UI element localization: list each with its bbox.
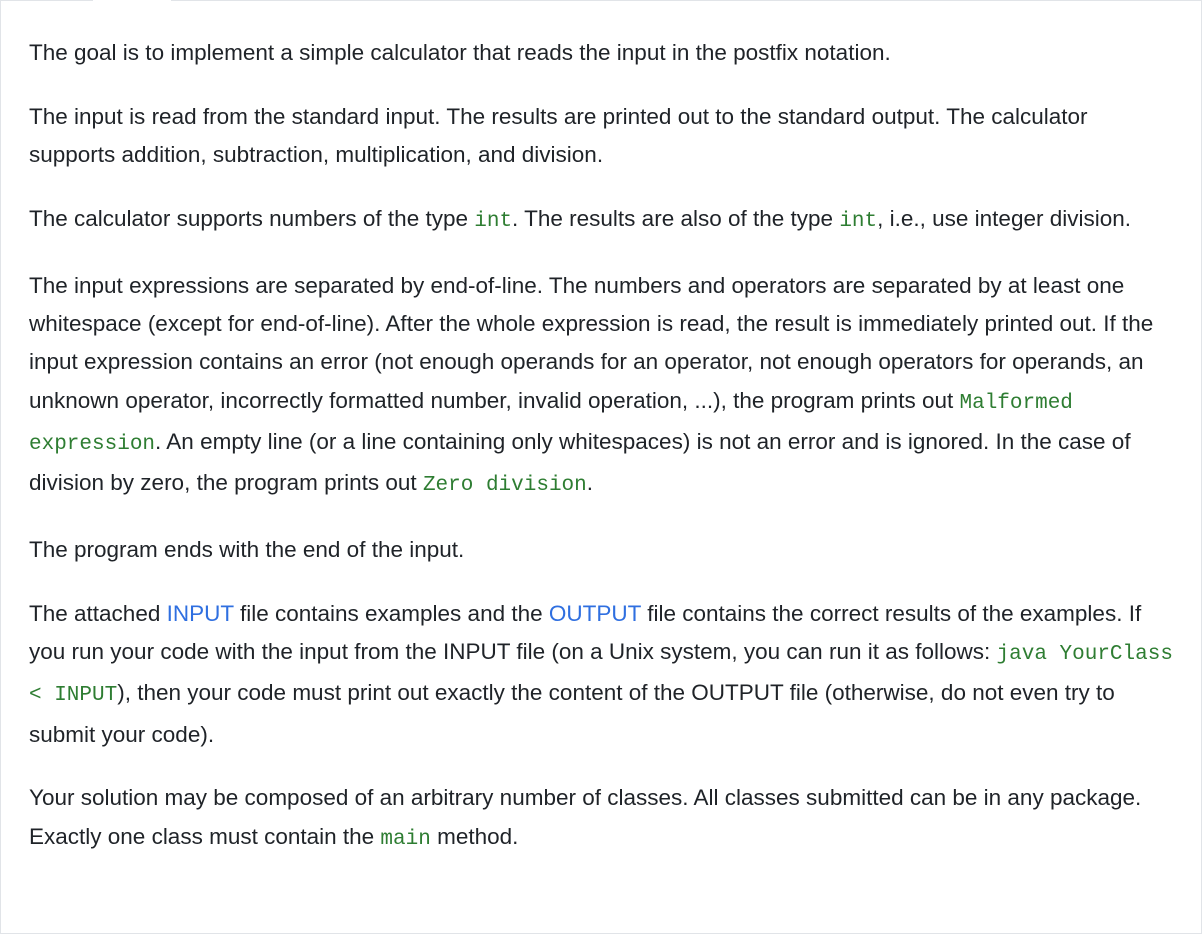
paragraph-solution: Your solution may be composed of an arbitrary number of classes. All classes submitted can be in any package. Exactly one class must contain the main method.	[29, 785, 1142, 851]
code-main: main	[380, 827, 431, 851]
paragraph-goal: The goal is to implement a simple calculator that reads the input in the postfix notation.	[29, 40, 891, 65]
code-int: int	[474, 209, 513, 233]
code-zero-division: Zero division	[422, 474, 587, 498]
output-file-link[interactable]: OUTPUT	[548, 600, 641, 626]
paragraph-expressions: The input expressions are separated by end-of-line. The numbers and operators are separated by at least one whitespace (except for end-of-line). After the whole expression is read, the result is immediately printed out. If the input expression contains an error (not enough operands for an operator, not enough operators for operands, an unknown operator, incorrectly formatted number, invalid operation, ...), the program prints out Malformed expression. An empty line (or a line containing only whitespaces) is not an error and is ignored. In the case of division by zero, the program prints out Zero division.	[29, 272, 1154, 498]
paragraph-types: The calculator supports numbers of the type int. The results are also of the type int, i.e., use integer division.	[29, 205, 1132, 233]
paragraph-io: The input is read from the standard input. The results are printed out to the standard output. The calculator supports addition, subtraction, multiplication, and division.	[29, 103, 1088, 168]
paragraph-end: The program ends with the end of the input.	[29, 536, 465, 562]
assignment-description	[29, 34, 1179, 885]
paragraph-attachments: The attached INPUT file contains examples and the OUTPUT file contains the correct results of the examples. If you run your code with the input from the INPUT file (on a Unix system, you can run it as follows: java YourClass < INPUT), then your code must print out exactly the content of the OUTPUT file (otherwise, do not even try to submit your code).	[29, 600, 1173, 747]
active-tab-indicator	[93, 0, 171, 3]
code-int: int	[839, 209, 878, 233]
code-run-command: java YourClass < INPUT	[29, 643, 1173, 708]
code-malformed-expression: Malformed expression	[29, 391, 1073, 456]
input-file-link[interactable]: INPUT	[166, 600, 234, 626]
